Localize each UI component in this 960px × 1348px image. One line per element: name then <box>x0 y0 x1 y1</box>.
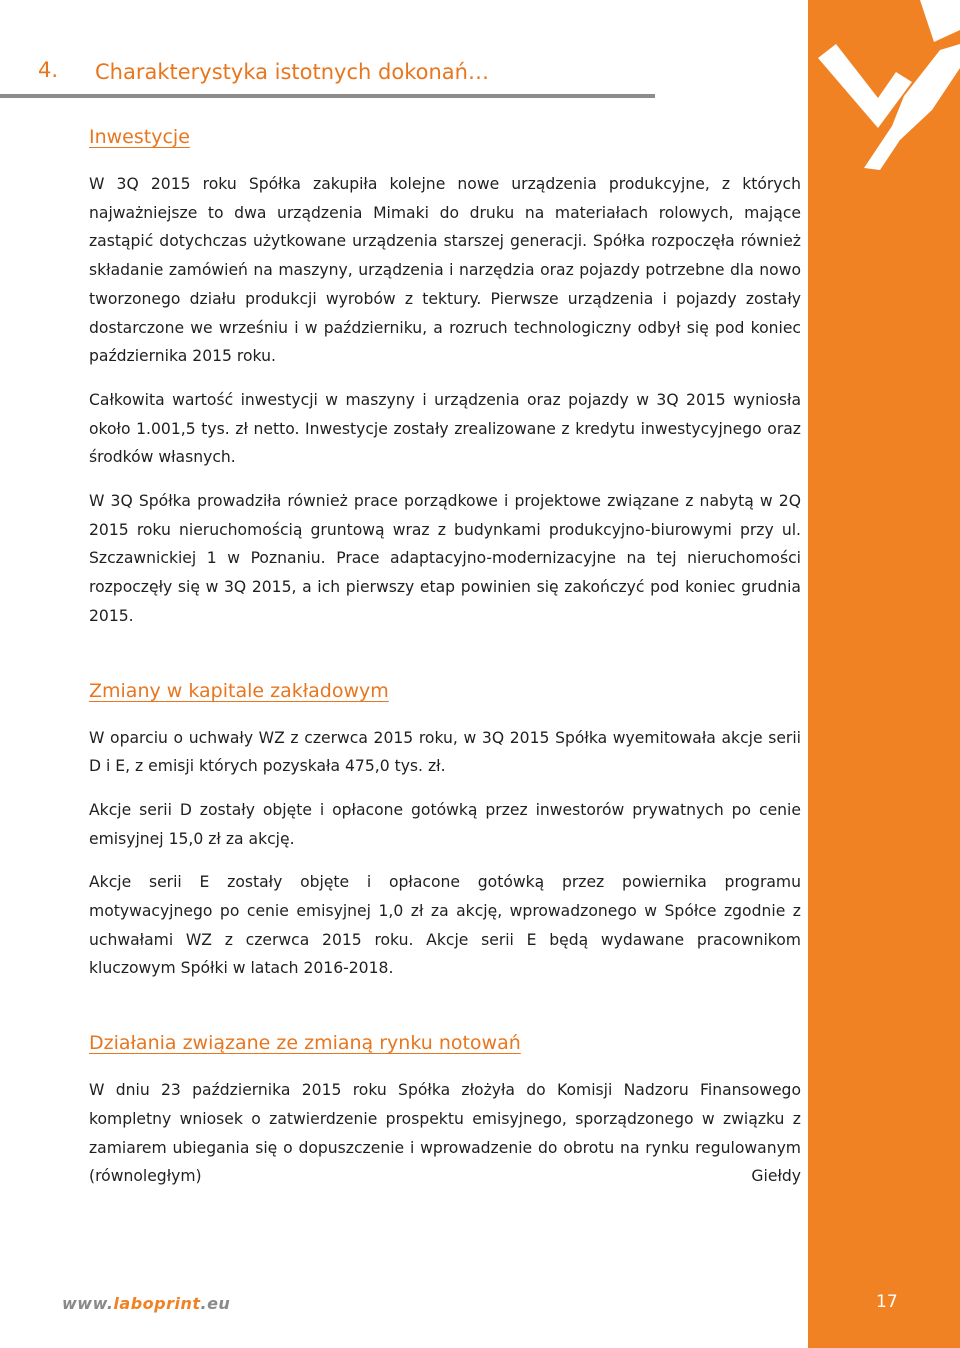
header-divider <box>0 94 655 98</box>
chapter-number: 4. <box>38 58 59 82</box>
section-heading: Działania związane ze zmianą rynku notowań <box>89 1032 521 1055</box>
url-brand: laboprint <box>113 1294 201 1313</box>
url-prefix: www. <box>62 1294 114 1313</box>
orange-sidebar <box>808 0 960 1348</box>
paragraph: Akcje serii E zostały objęte i opłacone gotówką przez powiernika programu motywacyjnego po cenie emisyjnej 1,0 zł za akcję, wprowadzonego w Spółce zgodnie z uchwałami WZ z czerwca 2015 roku. Akcje serii E będą wydawane pracownikom kluczowym Spółki w latach 2016-2018. <box>89 873 801 978</box>
section-share-capital <box>89 680 801 984</box>
section-heading: Inwestycje <box>89 126 190 148</box>
document-body <box>89 126 801 1206</box>
paragraph: Całkowita wartość inwestycji w maszyny i urządzenia oraz pojazdy w 3Q 2015 wyniosła około 1.001,5 tys. zł netto. Inwestycje zostały zrealizowane z kredytu inwestycyjnego oraz środków własnych. <box>89 390 801 467</box>
paragraph: W 3Q 2015 roku Spółka zakupiła kolejne nowe urządzenia produkcyjne, z których najważniejsze to dwa urządzenia Mimaki do druku na materiałach rolowych, mające zastąpić dotychczas użytkowane urządzenia starszej generacji. Spółka rozpoczęła również składanie zamówień na maszyny, urządzenia i narzędzia oraz pojazdy potrzebne dla nowo tworzonego działu produkcji wyrobów z tektury. Pierwsze urządzenia i pojazdy zostały dostarczone we wrześniu i w październiku, a rozruch technologiczny odbył się pod koniec października 2015 roku. <box>89 175 801 366</box>
laboprint-logo-icon <box>808 0 960 180</box>
paragraph: W oparciu o uchwały WZ z czerwca 2015 roku, w 3Q 2015 Spółka wyemitowała akcje serii D i E, z emisji których pozyskała 475,0 tys. zł. <box>89 728 801 776</box>
section-investments <box>89 126 801 631</box>
footer-website-url <box>62 1294 230 1313</box>
paragraph: W 3Q Spółka prowadziła również prace porządkowe i projektowe związane z nabytą w 2Q 2015 roku nieruchomością gruntową wraz z budynkami produkcyjno-biurowymi przy ul. Szczawnickiej 1 w Poznaniu. Prace adaptacyjno-modernizacyjne na tej nieruchomości rozpoczęły się w 3Q 2015, a ich pierwszy etap powinien się zakończyć pod koniec grudnia 2015. <box>89 492 801 625</box>
section-market-change <box>89 1032 801 1191</box>
section-heading: Zmiany w kapitale zakładowym <box>89 679 389 702</box>
paragraph: W dniu 23 października 2015 roku Spółka złożyła do Komisji Nadzoru Finansowego kompletny wniosek o zatwierdzenie prospektu emisyjnego, sporządzonego w związku z zamiarem ubiegania się o dopuszczenie i wprowadzenie do obrotu na rynku regulowanym (równoległym) Giełdy <box>89 1081 801 1186</box>
chapter-title: Charakterystyka istotnych dokonań… <box>95 60 489 84</box>
page-number: 17 <box>876 1292 898 1312</box>
url-suffix: .eu <box>200 1294 231 1313</box>
paragraph: Akcje serii D zostały objęte i opłacone gotówką przez inwestorów prywatnych po cenie emisyjnej 15,0 zł za akcję. <box>89 800 801 848</box>
